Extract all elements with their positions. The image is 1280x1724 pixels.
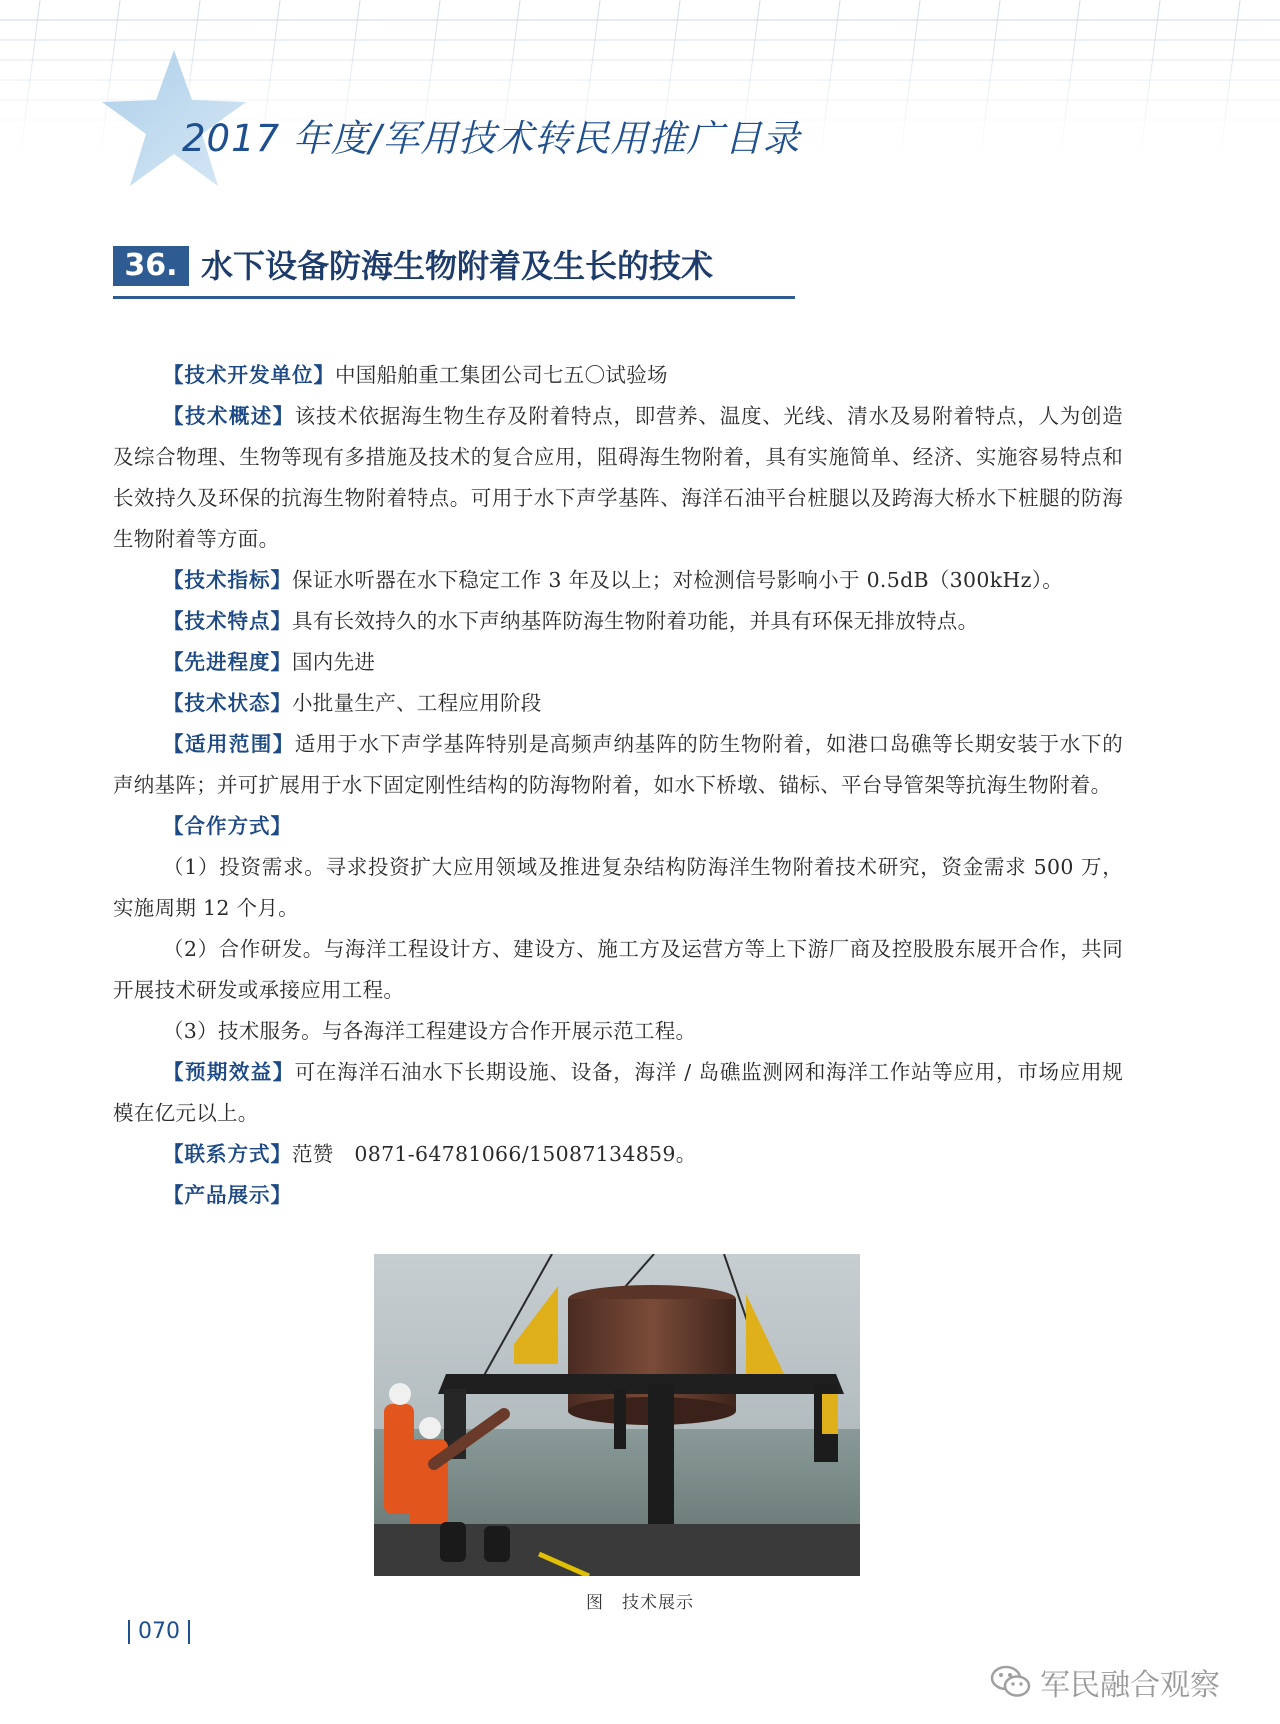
section-heading	[113, 246, 795, 299]
contact-text: 范赞 0871-64781066/15087134859。	[292, 1142, 697, 1166]
cooperation-item: （2）合作研发。与海洋工程设计方、建设方、施工方及运营方等上下游厂商及控股股东展开合作，共同开展技术研发或承接应用工程。	[113, 937, 1123, 1002]
developer-paragraph	[113, 355, 1123, 396]
scope-text: 适用于水下声学基阵特别是高频声纳基阵的防生物附着，如港口岛礁等长期安装于水下的声纳基阵；并可扩展用于水下固定刚性结构的防海物附着，如水下桥墩、锚标、平台导管架等抗海生物附着。	[113, 732, 1123, 797]
status-paragraph	[113, 683, 1123, 724]
watermark-text: 军民融合观察	[1040, 1668, 1220, 1703]
product-photo	[374, 1254, 860, 1576]
benefits-text: 可在海洋石油水下长期设施、设备，海洋 / 岛礁监测网和海洋工作站等应用，市场应用规模在亿元以上。	[113, 1060, 1123, 1125]
scope-label: 【适用范围】	[163, 732, 295, 756]
status-label: 【技术状态】	[163, 691, 292, 715]
wechat-icon	[990, 1664, 1032, 1700]
advancement-label: 【先进程度】	[163, 650, 292, 674]
advancement-text: 国内先进	[292, 650, 376, 674]
watermark	[990, 1660, 1220, 1704]
advancement-paragraph	[113, 642, 1123, 683]
overview-label: 【技术概述】	[163, 404, 295, 428]
section-title: 水下设备防海生物附着及生长的技术	[201, 247, 714, 285]
cooperation-paragraph	[113, 806, 1123, 847]
benefits-label: 【预期效益】	[163, 1060, 295, 1084]
showcase-paragraph	[113, 1175, 1123, 1216]
cooperation-label: 【合作方式】	[163, 814, 292, 838]
section-number: 36.	[113, 246, 189, 286]
benefits-paragraph	[113, 1052, 1123, 1134]
contact-paragraph	[113, 1134, 1123, 1175]
cooperation-item: （1）投资需求。寻求投资扩大应用领域及推进复杂结构防海洋生物附着技术研究，资金需求 500 万，实施周期 12 个月。	[113, 855, 1123, 920]
header-banner	[0, 0, 1280, 200]
indicators-text: 保证水听器在水下稳定工作 3 年及以上；对检测信号影响小于 0.5dB（300kHz）。	[292, 568, 1064, 592]
indicators-paragraph	[113, 560, 1123, 601]
scope-paragraph	[113, 724, 1123, 806]
overview-paragraph	[113, 396, 1123, 560]
status-text: 小批量生产、工程应用阶段	[292, 691, 542, 715]
features-paragraph	[113, 601, 1123, 642]
product-photo-illustration	[374, 1254, 860, 1576]
figure-caption: 图 技术展示	[586, 1593, 694, 1613]
header-title: 2017 年度/军用技术转民用推广目录	[182, 117, 801, 160]
showcase-label: 【产品展示】	[163, 1183, 292, 1207]
features-text: 具有长效持久的水下声纳基阵防海生物附着功能，并具有环保无排放特点。	[292, 609, 979, 633]
developer-text: 中国船舶重工集团公司七五〇试验场	[335, 363, 668, 387]
contact-label: 【联系方式】	[163, 1142, 292, 1166]
cooperation-item: （3）技术服务。与各海洋工程建设方合作开展示范工程。	[163, 1019, 697, 1043]
developer-label: 【技术开发单位】	[163, 363, 335, 387]
page-number: 070	[128, 1620, 190, 1644]
overview-text: 该技术依据海生物生存及附着特点，即营养、温度、光线、清水及易附着特点，人为创造及综合物理、生物等现有多措施及技术的复合应用，阻碍海生物附着，具有实施简单、经济、实施容易特点和长效持久及环保的抗海生物附着特点。可用于水下声学基阵、海洋石油平台桩腿以及跨海大桥水下桩腿的防海生物附着等方面。	[113, 404, 1123, 551]
document-body	[113, 355, 1123, 1216]
features-label: 【技术特点】	[163, 609, 292, 633]
indicators-label: 【技术指标】	[163, 568, 292, 592]
